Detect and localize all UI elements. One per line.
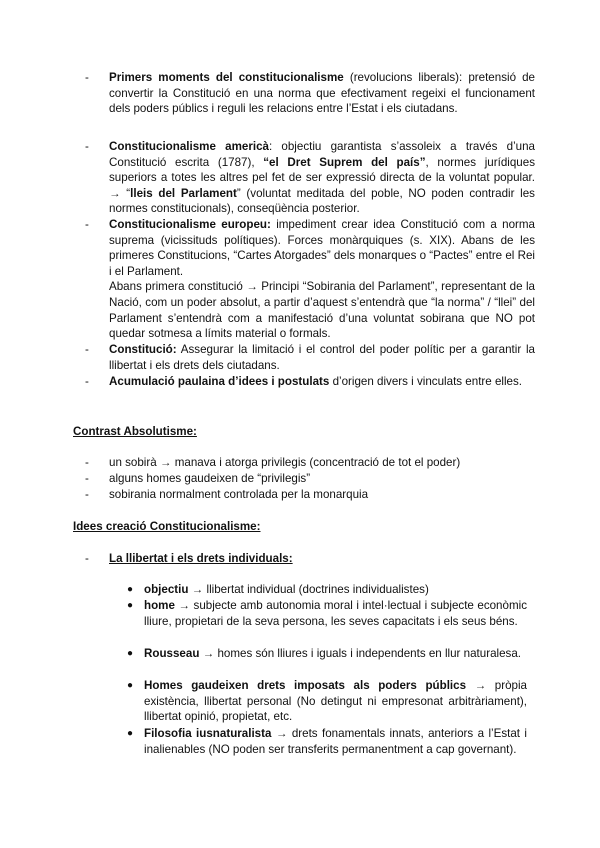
item-body: Assegurar la limitació i el control del poder polític per a garantir la llibertat i els drets dels ciutadans. <box>109 343 535 372</box>
dash-marker: - <box>85 472 89 485</box>
list-item-constitucionalisme-america <box>85 139 535 217</box>
bullet-text <box>144 646 527 662</box>
section-heading-idees: Idees creació Constitucionalisme: <box>73 520 261 533</box>
bullet-item-objectiu <box>127 582 527 598</box>
list-item-text <box>109 374 535 390</box>
continuation-paragraph: Abans primera constitució → Principi “Sobirania del Parlament”, representant de la Nació, com un poder absolut, a partir d’aquest s’entendrà que “la norma” / “llei” del Parlament s’entendrà com a manifestació d’una voluntat sobirana que NO pot quedar sotmesa a límits material o formals. <box>109 280 535 341</box>
contrast-item-text: alguns homes gaudeixen de “privilegis” <box>109 472 311 485</box>
contrast-item <box>85 471 535 487</box>
bullet-icon: ● <box>127 728 134 739</box>
list-item-constitucionalisme-europeu <box>85 217 535 342</box>
item-body: impediment crear idea Constitució com a norma suprema (vicissituds polítiques). Forces monàrquiques (s. XIX). Abans de les primeres Constitucions, “Cartes Atorgades” dels monarques o “Pactes” entre el Rei i el Parlament. <box>109 218 536 278</box>
dash-marker: - <box>85 343 89 356</box>
bullet-icon: ● <box>127 680 134 691</box>
bullet-item-filosofia <box>127 726 527 757</box>
bold-quote: “el Dret Suprem del país” <box>263 155 426 169</box>
bold-term: Constitució: <box>109 343 177 356</box>
list-item-acumulacio <box>85 374 535 390</box>
bullet-body: → pròpia existència, llibertat personal (No detingut ni empresonat arbitràriament), llibertat opinió, propietat, etc. <box>144 679 527 724</box>
list-item-text <box>109 342 535 373</box>
dash-marker: - <box>85 218 89 231</box>
bullet-item-homes-gaudeixen <box>127 678 527 725</box>
bold-term: lleis del Parlament <box>130 186 237 200</box>
bullet-icon: ● <box>127 584 134 595</box>
bold-term: Primers moments del constitucionalisme <box>109 71 344 84</box>
list-item-primers-moments <box>85 70 535 117</box>
bullet-body: → drets fonamentals innats, anteriors a l’Estat i inalienables (NO poden ser transferits permanentment a cap governant). <box>144 727 527 756</box>
subsection-heading-llibertat <box>85 551 293 567</box>
bullet-text <box>144 726 527 757</box>
dash-marker: - <box>85 456 89 469</box>
bullet-body: → subjecte amb autonomia moral i intel·lectual i subjecte econòmic lliure, propietari de la seva persona, les seves capacitats i els seus béns. <box>144 599 527 628</box>
bold-term: home <box>144 599 175 612</box>
list-item-text <box>109 217 535 279</box>
item-body: d’origen divers i vinculats entre elles. <box>329 375 523 388</box>
dash-marker: - <box>85 140 89 153</box>
bold-term: Filosofia iusnaturalista <box>144 727 272 740</box>
bullet-body: → llibertat individual (doctrines individualistes) <box>188 583 429 596</box>
dash-marker: - <box>85 488 89 501</box>
bullet-text <box>144 598 527 629</box>
bullet-text <box>144 678 527 725</box>
contrast-item-text: un sobirà → manava i atorga privilegis (concentració de tot el poder) <box>109 456 461 469</box>
item-body: , normes jurídiques superiors a totes les altres pel fet de ser expressió directa de la voluntat popular. → “ <box>109 155 535 200</box>
bold-term: objectiu <box>144 583 189 596</box>
bold-term: Constitucionalisme europeu: <box>109 218 271 231</box>
contrast-item-text: sobirania normalment controlada per la monarquia <box>109 488 369 501</box>
bullet-item-rousseau <box>127 646 527 662</box>
list-item-text <box>109 139 535 217</box>
dash-marker: - <box>85 71 89 84</box>
bullet-body: → homes són lliures i iguals i independents en llur naturalesa. <box>199 647 522 660</box>
list-item-constitucio <box>85 342 535 373</box>
dash-marker: - <box>85 552 89 565</box>
item-body: (revolucions liberals): pretensió de convertir la Constitució en una norma que efectivament regeixi el funcionament dels poders públics i reguli les relacions entre l’Estat i els ciutadans. <box>109 71 535 116</box>
subsection-title: La llibertat i els drets individuals: <box>109 552 293 565</box>
contrast-item <box>85 455 535 471</box>
item-body: : objectiu garantista s’assoleix a través d’una Constitució escrita (1787), <box>109 140 535 169</box>
bullet-icon: ● <box>127 600 134 611</box>
bold-term: Constitucionalisme americà <box>109 140 269 153</box>
item-body: ” (voluntat meditada del poble, NO poden contradir les normes constitucionals), conseqüència posterior. <box>109 186 535 216</box>
bold-term: Homes gaudeixen drets imposats als poders públics <box>144 679 467 692</box>
bold-term: Acumulació paulaina d’idees i postulats <box>109 375 330 388</box>
bullet-item-home <box>127 598 527 629</box>
section-heading-contrast: Contrast Absolutisme: <box>73 425 197 438</box>
dash-marker: - <box>85 375 89 388</box>
bullet-icon: ● <box>127 648 134 659</box>
contrast-item <box>85 487 535 503</box>
list-item-text <box>109 70 535 117</box>
bold-term: Rousseau <box>144 647 200 660</box>
bullet-text <box>144 582 527 598</box>
